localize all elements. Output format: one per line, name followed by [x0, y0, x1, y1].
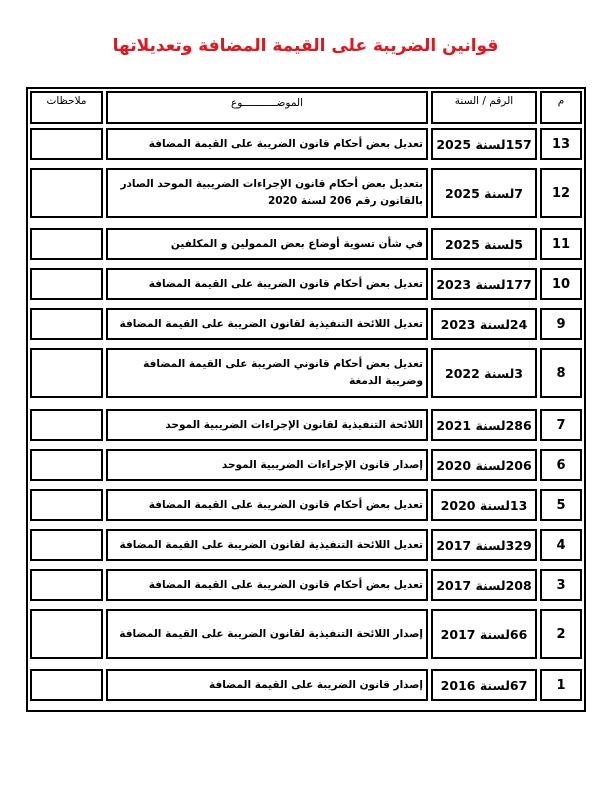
row-num-text: 3: [556, 577, 566, 593]
header-subject: الموضـــــــــــوع: [106, 91, 428, 124]
row-notes: [30, 128, 103, 160]
row-notes: [30, 308, 103, 340]
header-num: م: [540, 91, 582, 124]
row-notes: [30, 268, 103, 300]
table-row: [30, 669, 582, 701]
row-notes: [30, 228, 103, 260]
row-ref-text: 329لسنة 2017: [436, 537, 532, 553]
row-ref: [431, 669, 537, 701]
row-ref-text: 206لسنة 2020: [436, 457, 532, 473]
row-subject-text: بتعديل بعض أحكام قانون الإجراءات الضريبية الموحد الصادر بالقانون رقم 206 لسنة 2020: [120, 178, 423, 207]
row-ref: [431, 168, 537, 218]
table-row: [30, 489, 582, 521]
row-notes: [30, 489, 103, 521]
table-row: [30, 308, 582, 340]
row-subject: [106, 489, 428, 521]
row-subject: [106, 529, 428, 561]
table-row: [30, 609, 582, 659]
row-ref: [431, 348, 537, 398]
row-subject-text: تعديل بعض أحكام قانوني الضريبة على القيمة المضافة وضريبة الدمغة: [143, 358, 423, 387]
row-subject: [106, 128, 428, 160]
row-subject-text: تعديل بعض أحكام قانون الضريبة على القيمة المضافة: [148, 498, 423, 511]
row-num-text: 1: [556, 677, 566, 693]
row-subject: [106, 669, 428, 701]
row-ref-text: 177لسنة 2023: [436, 276, 532, 292]
row-subject: [106, 268, 428, 300]
row-ref: [431, 449, 537, 481]
row-ref-text: 208لسنة 2017: [436, 577, 532, 593]
row-num-text: 2: [556, 626, 566, 642]
row-ref-text: 5لسنة 2025: [445, 236, 523, 252]
row-num: [540, 128, 582, 160]
row-num-text: 6: [556, 457, 566, 473]
row-subject-text: إصدار اللائحة التنفيذية لقانون الضريبة على القيمة المضافة: [119, 627, 423, 640]
header-ref: الرقم / السنة: [431, 91, 537, 124]
row-num: [540, 609, 582, 659]
row-num-text: 9: [556, 316, 566, 332]
row-ref: [431, 228, 537, 260]
row-num-text: 13: [551, 136, 571, 152]
row-ref-text: 7لسنة 2025: [445, 185, 523, 201]
row-ref-text: 13لسنة 2020: [440, 497, 528, 513]
row-num-text: 7: [556, 417, 566, 433]
row-num: [540, 168, 582, 218]
row-num: [540, 449, 582, 481]
row-ref: [431, 529, 537, 561]
row-num-text: 8: [556, 365, 566, 381]
row-ref-text: 66لسنة 2017: [440, 626, 528, 642]
row-num: [540, 529, 582, 561]
row-notes: [30, 348, 103, 398]
row-subject: [106, 409, 428, 441]
row-ref: [431, 128, 537, 160]
table-row: [30, 529, 582, 561]
table-header-row: [30, 91, 582, 124]
row-ref: [431, 268, 537, 300]
row-num-text: 5: [556, 497, 566, 513]
row-subject: [106, 348, 428, 398]
header-notes: ملاحظات: [30, 91, 103, 124]
row-num: [540, 409, 582, 441]
row-num: [540, 228, 582, 260]
row-subject-text: اللائحة التنفيذية لقانون الإجراءات الضريبية الموحد: [165, 418, 423, 431]
row-notes: [30, 569, 103, 601]
row-ref: [431, 569, 537, 601]
row-notes: [30, 529, 103, 561]
row-ref: [431, 489, 537, 521]
row-num: [540, 489, 582, 521]
row-notes: [30, 669, 103, 701]
row-subject-text: إصدار قانون الإجراءات الضريبية الموحد: [221, 458, 423, 471]
table-row: [30, 348, 582, 398]
row-ref-text: 67لسنة 2016: [440, 677, 528, 693]
table-row: [30, 268, 582, 300]
row-ref-text: 3لسنة 2022: [445, 365, 523, 381]
row-num: [540, 348, 582, 398]
row-num-text: 12: [551, 185, 571, 201]
row-subject: [106, 228, 428, 260]
row-subject-text: تعديل اللائحة التنفيذية لقانون الضريبة على القيمة المضافة: [119, 538, 423, 551]
row-subject-text: تعديل بعض أحكام قانون الضريبة على القيمة المضافة: [148, 578, 423, 591]
row-subject: [106, 569, 428, 601]
row-notes: [30, 449, 103, 481]
table-row: [30, 228, 582, 260]
table-row: [30, 409, 582, 441]
row-ref-text: 157لسنة 2025: [436, 136, 532, 152]
row-num-text: 10: [551, 276, 571, 292]
row-subject-text: إصدار قانون الضريبة على القيمة المضافة: [208, 678, 423, 691]
row-subject-text: في شأن تسوية أوضاع بعض الممولين و المكلفين: [170, 237, 423, 250]
row-subject-text: تعديل بعض أحكام قانون الضريبة على القيمة المضافة: [148, 137, 423, 150]
row-ref-text: 286لسنة 2021: [436, 417, 532, 433]
row-subject: [106, 308, 428, 340]
row-ref: [431, 609, 537, 659]
row-num: [540, 268, 582, 300]
row-subject: [106, 609, 428, 659]
row-num: [540, 569, 582, 601]
table-row: [30, 128, 582, 160]
row-num: [540, 669, 582, 701]
table-row: [30, 449, 582, 481]
table-row: [30, 569, 582, 601]
row-subject-text: تعديل بعض أحكام قانون الضريبة على القيمة المضافة: [148, 277, 423, 290]
table-row: [30, 168, 582, 218]
row-notes: [30, 409, 103, 441]
row-notes: [30, 609, 103, 659]
row-ref-text: 24لسنة 2023: [440, 316, 528, 332]
row-num-text: 4: [556, 537, 566, 553]
row-subject: [106, 449, 428, 481]
row-subject-text: تعديل اللائحة التنفيذية لقانون الضريبة على القيمة المضافة: [119, 317, 423, 330]
row-num-text: 11: [551, 236, 571, 252]
row-ref: [431, 308, 537, 340]
row-num: [540, 308, 582, 340]
row-subject: [106, 168, 428, 218]
row-ref: [431, 409, 537, 441]
page-title: قوانين الضريبة على القيمة المضافة وتعديلاتها: [112, 36, 499, 56]
row-notes: [30, 168, 103, 218]
